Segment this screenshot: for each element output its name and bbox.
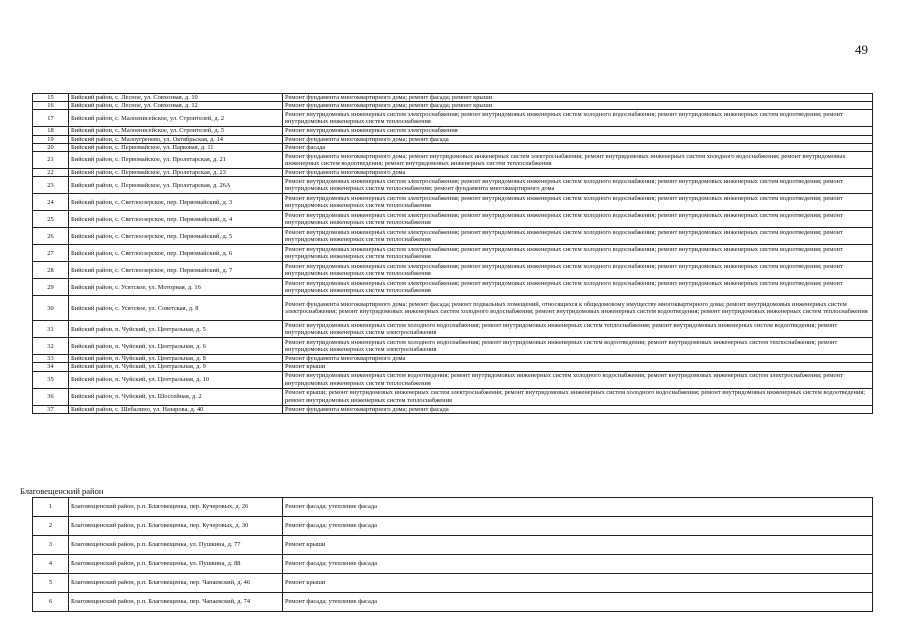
table-row [33, 143, 873, 151]
row-number: 24 [33, 194, 69, 211]
table-row [33, 169, 873, 177]
table-row [33, 152, 873, 169]
row-number: 19 [33, 135, 69, 143]
row-works: Ремонт фундамента многоквартирного дома; ремонт фасада [283, 405, 873, 413]
table-row [33, 498, 873, 517]
table-row [33, 371, 873, 388]
row-works: Ремонт внутридомовых инженерных систем электроснабжения; ремонт внутридомовых инженерных систем холодного водоснабжения; ремонт внутридомовых инженерных систем водоотведения; ремонт внутридомовых инженерных систем теплоснабжения [283, 228, 873, 245]
table-row [33, 517, 873, 536]
row-address: Благовещенский район, р.п. Благовещенка, ул. Пушкина, д. 77 [69, 536, 283, 555]
table-row [33, 338, 873, 355]
row-works: Ремонт внутридомовых инженерных систем электроснабжения; ремонт внутридомовых инженерных систем холодного водоснабжения; ремонт внутридомовых инженерных систем водоотведения; ремонт внутридомовых инженерных систем теплоснабжения [283, 262, 873, 279]
row-number: 28 [33, 262, 69, 279]
table-row [33, 127, 873, 135]
section-title-blagoveshchensk: Благовещенский район [20, 486, 104, 496]
row-works: Ремонт крыши [283, 536, 873, 555]
row-address: Бийский район, с. Первомайское, ул. Пролетарская, д. 21 [69, 152, 283, 169]
row-works: Ремонт внутридомовых инженерных систем электроснабжения [283, 127, 873, 135]
row-number: 29 [33, 279, 69, 296]
table-row [33, 110, 873, 127]
table-row [33, 228, 873, 245]
row-number: 35 [33, 371, 69, 388]
row-address: Бийский район, с. Лесное, ул. Совхозная, д. 10 [69, 94, 283, 102]
row-address: Бийский район, с. Лесное, ул. Совхозная, д. 12 [69, 102, 283, 110]
table-row [33, 593, 873, 612]
table-row [33, 262, 873, 279]
row-address: Бийский район, с. Светлоозерское, пер. Первомайский, д. 7 [69, 262, 283, 279]
row-address: Бийский район, с. Малоенисейское, ул. Строителей, д. 5 [69, 127, 283, 135]
table-row [33, 363, 873, 371]
row-address: Благовещенский район, р.п. Благовещенка, ул. Пушкина, д. 88 [69, 555, 283, 574]
row-number: 25 [33, 211, 69, 228]
table-row [33, 296, 873, 321]
repair-table-blagoveshchensk [32, 497, 873, 612]
row-works: Ремонт фундамента многоквартирного дома; ремонт фасада [283, 135, 873, 143]
row-number: 22 [33, 169, 69, 177]
row-works: Ремонт внутридомовых инженерных систем холодного водоснабжения; ремонт внутридомовых инженерных систем теплоснабжения; ремонт внутридомовых инженерных систем водоотведения; ремонт внутридомовых инженерных систем электроснабжения [283, 321, 873, 338]
row-number: 21 [33, 152, 69, 169]
row-address: Бийский район, с. Малоугренево, ул. Октябрьская, д. 14 [69, 135, 283, 143]
row-number: 4 [33, 555, 69, 574]
row-number: 33 [33, 355, 69, 363]
row-number: 2 [33, 517, 69, 536]
row-works: Ремонт фундамента многоквартирного дома; ремонт фасада; ремонт подвальных помещений, относящихся к общедомовому имуществу многоквартирного дома; ремонт внутридомовых инженерных систем электроснабжения; ремонт внутридомовых инженерных систем холодного водоснабжения; ремонт внутридомовых инженерных систем водоотведения; ремонт внутридомовых инженерных систем теплоснабжения [283, 296, 873, 321]
row-works: Ремонт фасада; утепление фасада [283, 498, 873, 517]
table-row [33, 177, 873, 194]
repair-table-biysk [32, 93, 873, 414]
table-row [33, 211, 873, 228]
row-works: Ремонт фундамента многоквартирного дома; ремонт фасада; ремонт крыши [283, 102, 873, 110]
row-address: Бийский район, п. Чуйский, ул. Центральная, д. 9 [69, 363, 283, 371]
row-address: Бийский район, п. Чуйский, ул. Шоссейная, д. 2 [69, 388, 283, 405]
row-address: Бийский район, с. Первомайское, ул. Пролетарская, д. 23 [69, 169, 283, 177]
row-works: Ремонт фундамента многоквартирного дома; ремонт фасада; ремонт крыши [283, 94, 873, 102]
row-works: Ремонт внутридомовых инженерных систем электроснабжения; ремонт внутридомовых инженерных систем холодного водоснабжения; ремонт внутридомовых инженерных систем водоотведения; ремонт внутридомовых инженерных систем теплоснабжения; ремонт фундамента многоквартирного дома [283, 177, 873, 194]
table-row [33, 555, 873, 574]
row-address: Благовещенский район, р.п. Благовещенка, пер. Кучеровых, д. 30 [69, 517, 283, 536]
row-works: Ремонт фундамента многоквартирного дома [283, 169, 873, 177]
row-works: Ремонт внутридомовых инженерных систем электроснабжения; ремонт внутридомовых инженерных систем холодного водоснабжения; ремонт внутридомовых инженерных систем водоотведения; ремонт внутридомовых инженерных систем теплоснабжения [283, 110, 873, 127]
row-works: Ремонт крыши; ремонт внутридомовых инженерных систем электроснабжения; ремонт внутридомовых инженерных систем холодного водоснабжения; ремонт внутридомовых инженерных систем водоотведения; ремонт внутридомовых инженерных систем теплоснабжения [283, 388, 873, 405]
row-number: 36 [33, 388, 69, 405]
table-row [33, 94, 873, 102]
table-row [33, 102, 873, 110]
row-address: Благовещенский район, р.п. Благовещенка, пер. Кучеровых, д. 26 [69, 498, 283, 517]
row-address: Благовещенский район, р.п. Благовещенка, пер. Чапаевский, д. 74 [69, 593, 283, 612]
table-row [33, 245, 873, 262]
row-number: 18 [33, 127, 69, 135]
row-number: 32 [33, 338, 69, 355]
row-number: 23 [33, 177, 69, 194]
row-address: Бийский район, с. Светлоозерское, пер. Первомайский, д. 4 [69, 211, 283, 228]
row-works: Ремонт фасада; утепление фасада [283, 517, 873, 536]
table-row [33, 194, 873, 211]
row-number: 6 [33, 593, 69, 612]
row-number: 27 [33, 245, 69, 262]
table-row [33, 279, 873, 296]
table-row [33, 574, 873, 593]
row-address: Бийский район, с. Усятское, ул. Советская, д. 8 [69, 296, 283, 321]
row-works: Ремонт фасада; утепление фасада [283, 593, 873, 612]
table-row [33, 355, 873, 363]
row-address: Бийский район, п. Чуйский, ул. Центральная, д. 6 [69, 338, 283, 355]
row-address: Бийский район, с. Усятское, ул. Моторная, д. 16 [69, 279, 283, 296]
row-works: Ремонт фундамента многоквартирного дома; ремонт внутридомовых инженерных систем электроснабжения; ремонт внутридомовых инженерных систем холодного водоснабжения; ремонт внутридомовых инженерных систем водоотведения; ремонт внутридомовых инженерных систем теплоснабжения [283, 152, 873, 169]
row-address: Бийский район, с. Светлоозерское, пер. Первомайский, д. 6 [69, 245, 283, 262]
row-works: Ремонт внутридомовых инженерных систем электроснабжения; ремонт внутридомовых инженерных систем холодного водоснабжения; ремонт внутридомовых инженерных систем водоотведения; ремонт внутридомовых инженерных систем теплоснабжения [283, 279, 873, 296]
row-address: Бийский район, с. Шебалино, ул. Назарова, д. 40 [69, 405, 283, 413]
row-number: 16 [33, 102, 69, 110]
row-address: Бийский район, п. Чуйский, ул. Центральная, д. 10 [69, 371, 283, 388]
row-number: 17 [33, 110, 69, 127]
row-number: 20 [33, 143, 69, 151]
table-row [33, 536, 873, 555]
row-works: Ремонт крыши [283, 363, 873, 371]
row-address: Бийский район, с. Малоенисейское, ул. Строителей, д. 2 [69, 110, 283, 127]
row-works: Ремонт внутридомовых инженерных систем электроснабжения; ремонт внутридомовых инженерных систем холодного водоснабжения; ремонт внутридомовых инженерных систем водоотведения; ремонт внутридомовых инженерных систем теплоснабжения [283, 245, 873, 262]
page-number: 49 [855, 42, 868, 57]
row-address: Бийский район, п. Чуйский, ул. Центральная, д. 8 [69, 355, 283, 363]
row-number: 1 [33, 498, 69, 517]
row-address: Бийский район, с. Первомайское, ул. Пролетарская, д. 26А [69, 177, 283, 194]
row-number: 26 [33, 228, 69, 245]
row-address: Бийский район, с. Светлоозерское, пер. Первомайский, д. 5 [69, 228, 283, 245]
row-address: Бийский район, с. Первомайское, ул. Парковая, д. 11 [69, 143, 283, 151]
row-works: Ремонт внутридомовых инженерных систем электроснабжения; ремонт внутридомовых инженерных систем холодного водоснабжения; ремонт внутридомовых инженерных систем водоотведения; ремонт внутридомовых инженерных систем теплоснабжения [283, 211, 873, 228]
row-address: Бийский район, с. Светлоозерское, пер. Первомайский, д. 3 [69, 194, 283, 211]
row-works: Ремонт фундамента многоквартирного дома [283, 355, 873, 363]
table-row [33, 405, 873, 413]
table-row [33, 135, 873, 143]
row-number: 30 [33, 296, 69, 321]
row-works: Ремонт фасада [283, 143, 873, 151]
row-number: 15 [33, 94, 69, 102]
row-address: Бийский район, п. Чуйский, ул. Центральная, д. 5 [69, 321, 283, 338]
row-works: Ремонт внутридомовых инженерных систем холодного водоснабжения; ремонт внутридомовых инженерных систем водоотведения; ремонт внутридомовых инженерных систем теплоснабжения; ремонт внутридомовых инженерных систем электроснабжения [283, 338, 873, 355]
row-works: Ремонт крыши [283, 574, 873, 593]
row-works: Ремонт фасада; утепление фасада [283, 555, 873, 574]
row-number: 3 [33, 536, 69, 555]
table-row [33, 321, 873, 338]
row-number: 31 [33, 321, 69, 338]
table-row [33, 388, 873, 405]
row-works: Ремонт внутридомовых инженерных систем электроснабжения; ремонт внутридомовых инженерных систем холодного водоснабжения; ремонт внутридомовых инженерных систем водоотведения; ремонт внутридомовых инженерных систем теплоснабжения [283, 194, 873, 211]
row-address: Благовещенский район, р.п. Благовещенка, пер. Чапаевский, д. 46 [69, 574, 283, 593]
row-number: 5 [33, 574, 69, 593]
row-works: Ремонт внутридомовых инженерных систем водоотведения; ремонт внутридомовых инженерных систем холодного водоснабжения; ремонт внутридомовых инженерных систем электроснабжения; ремонт внутридомовых инженерных систем теплоснабжения [283, 371, 873, 388]
row-number: 37 [33, 405, 69, 413]
row-number: 34 [33, 363, 69, 371]
